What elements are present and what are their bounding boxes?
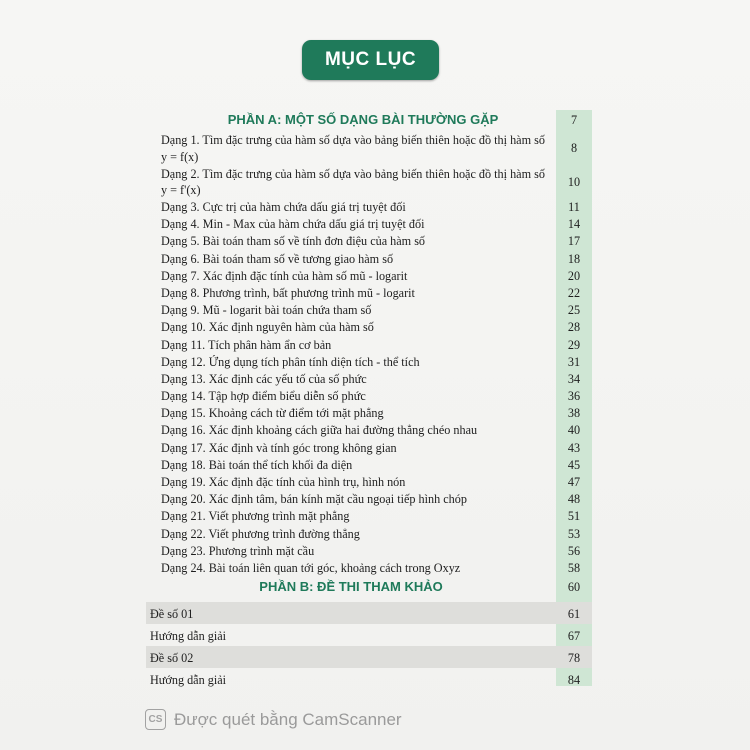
toc-entry-page: 25 <box>567 303 581 318</box>
toc-entry[interactable] <box>146 199 592 216</box>
camscanner-icon: CS <box>145 709 166 730</box>
toc-entry-page: 18 <box>567 251 581 266</box>
toc-entry-title: Đề số 02 <box>150 651 194 666</box>
section-b-title: PHẦN B: ĐỀ THI THAM KHẢO <box>259 579 443 595</box>
toc-entry[interactable] <box>146 354 592 371</box>
toc-entry-title: Dạng 7. Xác định đặc tính của hàm số mũ - logarit <box>161 268 408 283</box>
toc-entry-title: Dạng 6. Bài toán tham số về tương giao hàm số <box>161 251 394 266</box>
toc-entry[interactable] <box>146 233 592 250</box>
toc-entry-title: Hướng dẫn giải <box>150 673 227 688</box>
toc-entry-page: 10 <box>567 174 581 189</box>
toc-entry-page: 38 <box>567 406 581 421</box>
toc-entry-page: 11 <box>568 200 580 214</box>
toc-entry[interactable] <box>146 337 592 354</box>
toc-entry-title: Dạng 16. Xác định khoảng cách giữa hai đường thẳng chéo nhau <box>161 423 478 438</box>
toc-entry-page: 45 <box>567 457 581 472</box>
toc-entry-title: Dạng 19. Xác định đặc tính của hình trụ, hình nón <box>161 475 406 489</box>
toc-entry-title: Dạng 17. Xác định và tính góc trong không gian <box>161 440 397 455</box>
toc-entry[interactable] <box>146 216 592 233</box>
toc-entry-title: Dạng 5. Bài toán tham số về tính đơn điệu của hàm số <box>161 234 426 249</box>
toc-entry[interactable] <box>146 560 592 577</box>
toc-entry[interactable] <box>146 602 592 624</box>
toc-entry-page: 47 <box>567 475 581 489</box>
toc-entry[interactable] <box>146 319 592 336</box>
toc-entry-page: 67 <box>567 629 581 644</box>
toc-entry-title: Dạng 10. Xác định nguyên hàm của hàm số <box>161 320 374 335</box>
toc-entry[interactable] <box>146 543 592 560</box>
toc-entry-title: Dạng 15. Khoảng cách từ điểm tới mặt phẳng <box>161 406 384 421</box>
toc-entry[interactable] <box>146 166 592 200</box>
toc-entry-title: Dạng 4. Min - Max của hàm chứa dấu giá trị tuyệt đối <box>161 217 425 232</box>
toc-entry[interactable] <box>146 422 592 439</box>
toc-entry-title: Dạng 11. Tích phân hàm ẩn cơ bản <box>161 337 332 352</box>
toc-entry-page: 58 <box>567 560 581 575</box>
toc-entry-page: 53 <box>567 526 581 541</box>
toc-entry-title: Dạng 22. Viết phương trình đường thẳng <box>161 526 360 541</box>
toc-entry-title: Đề số 01 <box>150 607 194 622</box>
table-of-contents <box>146 110 592 690</box>
toc-entry-page: 34 <box>567 371 581 386</box>
toc-entry[interactable] <box>146 491 592 508</box>
section-a-list <box>146 132 592 577</box>
toc-entry-title: Dạng 18. Bài toán thể tích khối đa diện <box>161 457 353 472</box>
toc-entry-page: 22 <box>567 285 581 300</box>
page-title: MỤC LỤC <box>302 40 439 80</box>
toc-entry[interactable] <box>146 457 592 474</box>
section-b-heading[interactable] <box>146 577 592 599</box>
toc-entry-page: 36 <box>567 389 581 404</box>
toc-entry[interactable] <box>146 268 592 285</box>
scanner-watermark <box>145 709 402 730</box>
toc-entry-title: Hướng dẫn giải <box>150 629 227 644</box>
toc-entry[interactable] <box>146 132 592 166</box>
toc-entry-title: Dạng 13. Xác định các yếu tố của số phức <box>161 371 367 386</box>
toc-entry-page: 29 <box>567 337 581 352</box>
section-a-page: 7 <box>570 113 578 127</box>
toc-entry-page: 56 <box>567 543 581 558</box>
toc-entry-page: 20 <box>567 268 581 283</box>
toc-entry-title: Dạng 24. Bài toán liên quan tới góc, khoảng cách trong Oxyz <box>161 560 461 575</box>
toc-entry[interactable] <box>146 624 592 646</box>
toc-entry-title: Dạng 9. Mũ - logarit bài toán chứa tham số <box>161 303 372 318</box>
section-b-list <box>146 602 592 690</box>
toc-entry-page: 61 <box>567 607 581 622</box>
toc-entry[interactable] <box>146 668 592 690</box>
toc-entry-page: 40 <box>567 423 581 438</box>
toc-entry-title: Dạng 8. Phương trình, bất phương trình mũ - logarit <box>161 285 415 300</box>
toc-entry[interactable] <box>146 508 592 525</box>
toc-entry-title: Dạng 12. Ứng dụng tích phân tính diện tích - thể tích <box>161 354 420 369</box>
toc-entry-title: Dạng 21. Viết phương trình mặt phẳng <box>161 509 350 524</box>
watermark-text: Được quét bằng CamScanner <box>174 709 402 729</box>
toc-entry[interactable] <box>146 371 592 388</box>
toc-entry-page: 78 <box>567 651 581 666</box>
toc-entry-page: 28 <box>567 320 581 335</box>
toc-entry-page: 84 <box>567 673 581 688</box>
toc-entry-page: 31 <box>567 354 581 369</box>
toc-entry-title: Dạng 20. Xác định tâm, bán kính mặt cầu ngoại tiếp hình chóp <box>161 492 467 507</box>
toc-entry[interactable] <box>146 405 592 422</box>
toc-entry-title: Dạng 23. Phương trình mặt cầu <box>161 543 315 558</box>
toc-entry-page: 14 <box>567 217 581 232</box>
toc-entry-title: Dạng 2. Tìm đặc trưng của hàm số dựa vào bảng biến thiên hoặc đồ thị hàm số y = f'(x) <box>161 166 545 197</box>
toc-entry-page: 48 <box>567 492 581 507</box>
toc-entry-page: 8 <box>570 141 578 155</box>
toc-entry[interactable] <box>146 646 592 668</box>
section-a-title: PHẦN A: MỘT SỐ DẠNG BÀI THƯỜNG GẶP <box>227 112 499 127</box>
toc-entry[interactable] <box>146 388 592 405</box>
toc-entry-page: 43 <box>567 440 581 455</box>
toc-entry-title: Dạng 14. Tập hợp điểm biểu diễn số phức <box>161 389 366 404</box>
toc-entry[interactable] <box>146 474 592 491</box>
section-a-heading[interactable] <box>146 110 592 132</box>
toc-entry[interactable] <box>146 302 592 319</box>
toc-entry[interactable] <box>146 526 592 543</box>
toc-entry[interactable] <box>146 440 592 457</box>
toc-entry-title: Dạng 1. Tìm đặc trưng của hàm số dựa vào bảng biến thiên hoặc đồ thị hàm số y = f(x) <box>161 133 545 164</box>
toc-entry[interactable] <box>146 251 592 268</box>
toc-entry[interactable] <box>146 285 592 302</box>
toc-entry-title: Dạng 3. Cực trị của hàm chứa dấu giá trị tuyệt đối <box>161 200 406 214</box>
toc-entry-page: 17 <box>567 234 581 249</box>
toc-entry-page: 51 <box>567 509 581 524</box>
section-b-page: 60 <box>567 580 581 595</box>
